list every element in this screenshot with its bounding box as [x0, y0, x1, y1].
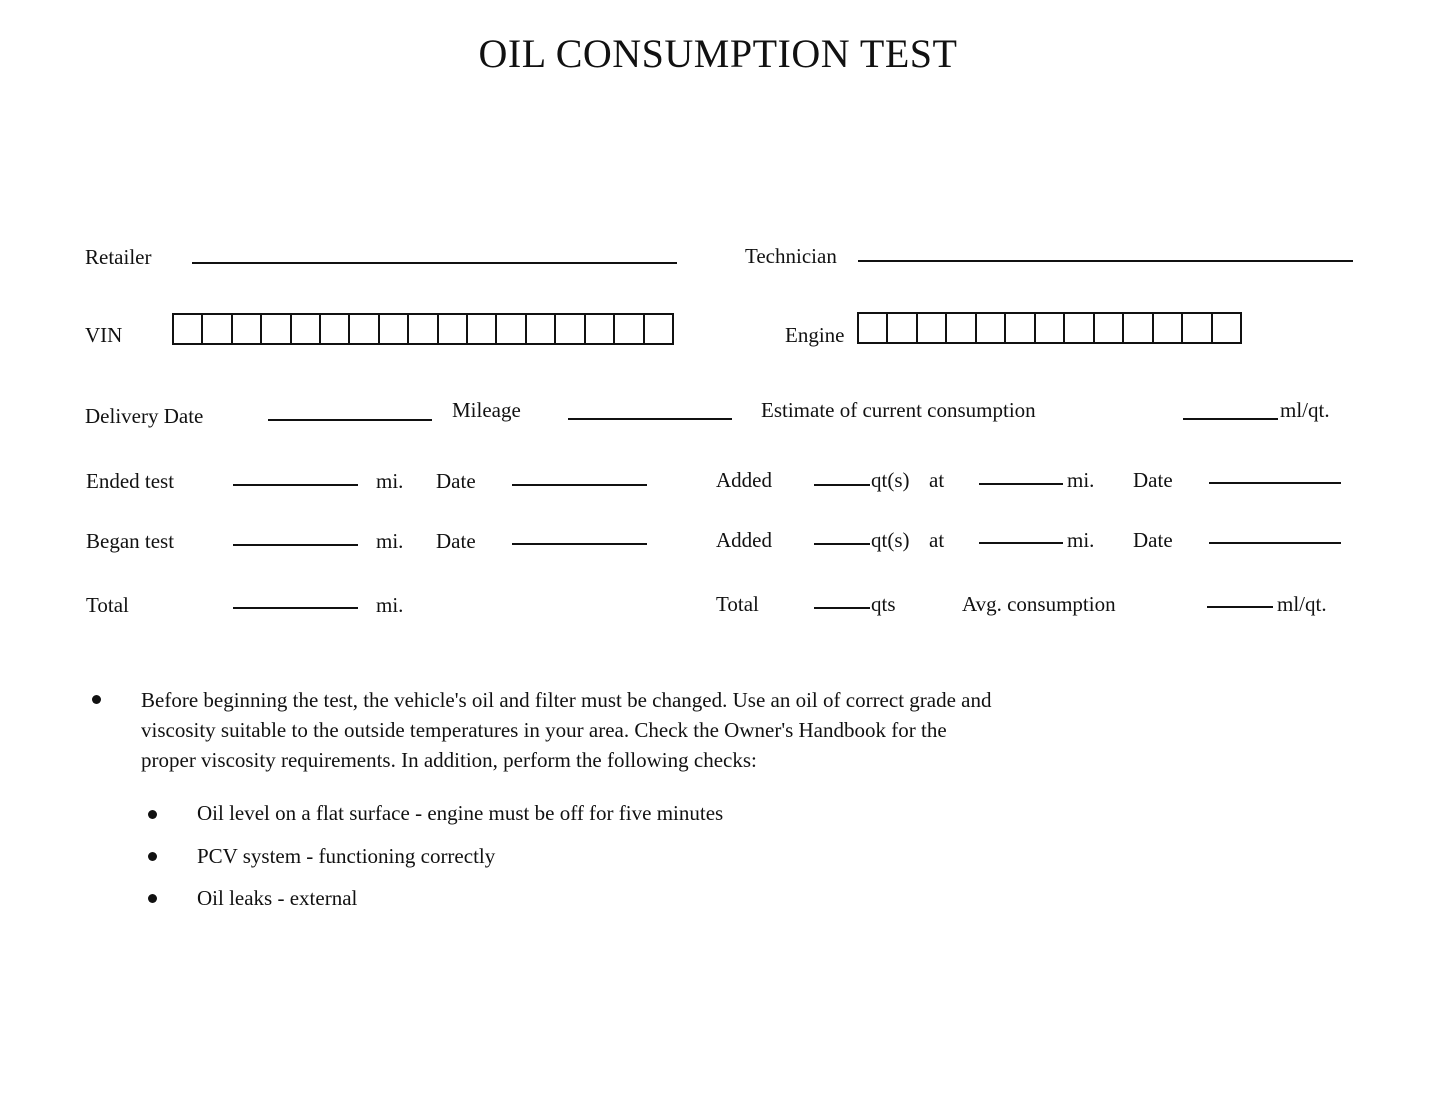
- added-date-field-1[interactable]: [1209, 482, 1341, 484]
- vin-char-box[interactable]: [233, 315, 262, 343]
- ended-test-mileage-field[interactable]: [233, 484, 358, 486]
- engine-char-box[interactable]: [1183, 314, 1212, 342]
- vin-char-box[interactable]: [380, 315, 409, 343]
- engine-char-box[interactable]: [1036, 314, 1065, 342]
- added-label-1: Added: [716, 468, 772, 492]
- vin-char-box[interactable]: [439, 315, 468, 343]
- total-qts-label: Total: [716, 592, 759, 616]
- added-at-label-2: at: [929, 528, 945, 552]
- added-qts-unit-2: qt(s): [871, 528, 910, 552]
- engine-char-box[interactable]: [947, 314, 976, 342]
- added-mileage-field-1[interactable]: [979, 483, 1063, 485]
- added-label-2: Added: [716, 528, 772, 552]
- vin-char-box[interactable]: [556, 315, 585, 343]
- engine-label: Engine: [785, 323, 845, 347]
- estimate-consumption-field[interactable]: [1183, 418, 1278, 420]
- added-mi-unit-1: mi.: [1067, 468, 1095, 492]
- vin-char-box[interactable]: [350, 315, 379, 343]
- vin-char-box[interactable]: [321, 315, 350, 343]
- technician-label: Technician: [745, 244, 837, 268]
- vin-char-box[interactable]: [468, 315, 497, 343]
- began-test-date-label: Date: [436, 529, 476, 553]
- total-mi-unit: mi.: [376, 593, 404, 617]
- engine-char-box[interactable]: [1124, 314, 1153, 342]
- began-test-date-field[interactable]: [512, 543, 647, 545]
- added-qts-field-2[interactable]: [814, 543, 870, 545]
- total-qts-unit: qts: [871, 592, 896, 616]
- retailer-field[interactable]: [192, 262, 677, 264]
- began-test-mileage-field[interactable]: [233, 544, 358, 546]
- total-miles-field[interactable]: [233, 607, 358, 609]
- vin-char-box[interactable]: [409, 315, 438, 343]
- mileage-field[interactable]: [568, 418, 732, 420]
- avg-consumption-label: Avg. consumption: [962, 592, 1116, 616]
- estimate-consumption-label: Estimate of current consumption: [761, 398, 1036, 422]
- instruction-line: viscosity suitable to the outside temperatures in your area. Check the Owner's Handbook for the: [141, 718, 947, 742]
- engine-char-box[interactable]: [1006, 314, 1035, 342]
- engine-char-box[interactable]: [1065, 314, 1094, 342]
- mileage-label: Mileage: [452, 398, 521, 422]
- total-qts-field[interactable]: [814, 607, 870, 609]
- vin-char-box[interactable]: [586, 315, 615, 343]
- page-title: OIL CONSUMPTION TEST: [478, 31, 958, 76]
- vin-char-box[interactable]: [262, 315, 291, 343]
- vin-char-box[interactable]: [174, 315, 203, 343]
- engine-char-box[interactable]: [918, 314, 947, 342]
- vin-box-grid[interactable]: [172, 313, 674, 345]
- instruction-paragraph: [141, 685, 992, 775]
- ended-test-mi-unit: mi.: [376, 469, 404, 493]
- added-at-label-1: at: [929, 468, 945, 492]
- added-date-field-2[interactable]: [1209, 542, 1341, 544]
- instruction-bullet: [92, 695, 101, 704]
- began-test-label: Began test: [86, 529, 175, 553]
- vin-char-box[interactable]: [203, 315, 232, 343]
- vin-char-box[interactable]: [527, 315, 556, 343]
- avg-consumption-field[interactable]: [1207, 606, 1273, 608]
- added-qts-field-1[interactable]: [814, 484, 870, 486]
- added-mi-unit-2: mi.: [1067, 528, 1095, 552]
- ended-test-label: Ended test: [86, 469, 175, 493]
- engine-box-grid[interactable]: [857, 312, 1242, 344]
- ended-test-date-field[interactable]: [512, 484, 647, 486]
- vin-char-box[interactable]: [292, 315, 321, 343]
- instruction-line: proper viscosity requirements. In addition, perform the following checks:: [141, 748, 757, 772]
- check-item-oil-level: Oil level on a flat surface - engine must be off for five minutes: [197, 801, 724, 825]
- check-item-pcv-system: PCV system - functioning correctly: [197, 844, 496, 868]
- delivery-date-label: Delivery Date: [85, 404, 204, 428]
- engine-char-box[interactable]: [1095, 314, 1124, 342]
- estimate-unit: ml/qt.: [1280, 398, 1330, 422]
- check-bullet: [148, 894, 157, 903]
- engine-char-box[interactable]: [977, 314, 1006, 342]
- added-date-label-2: Date: [1133, 528, 1173, 552]
- engine-char-box[interactable]: [1154, 314, 1183, 342]
- vin-char-box[interactable]: [645, 315, 672, 343]
- technician-field[interactable]: [858, 260, 1353, 262]
- began-test-mi-unit: mi.: [376, 529, 404, 553]
- avg-consumption-unit: ml/qt.: [1277, 592, 1327, 616]
- added-date-label-1: Date: [1133, 468, 1173, 492]
- engine-char-box[interactable]: [1213, 314, 1240, 342]
- ended-test-date-label: Date: [436, 469, 476, 493]
- vin-label: VIN: [85, 323, 123, 347]
- instruction-line: Before beginning the test, the vehicle's oil and filter must be changed. Use an oil of correct grade and: [141, 688, 992, 712]
- retailer-label: Retailer: [85, 245, 152, 269]
- check-item-oil-leaks: Oil leaks - external: [197, 886, 358, 910]
- vin-char-box[interactable]: [615, 315, 644, 343]
- engine-char-box[interactable]: [859, 314, 888, 342]
- check-bullet: [148, 852, 157, 861]
- engine-char-box[interactable]: [888, 314, 917, 342]
- total-miles-label: Total: [86, 593, 129, 617]
- vin-char-box[interactable]: [497, 315, 526, 343]
- check-bullet: [148, 810, 157, 819]
- added-mileage-field-2[interactable]: [979, 542, 1063, 544]
- added-qts-unit-1: qt(s): [871, 468, 910, 492]
- delivery-date-field[interactable]: [268, 419, 432, 421]
